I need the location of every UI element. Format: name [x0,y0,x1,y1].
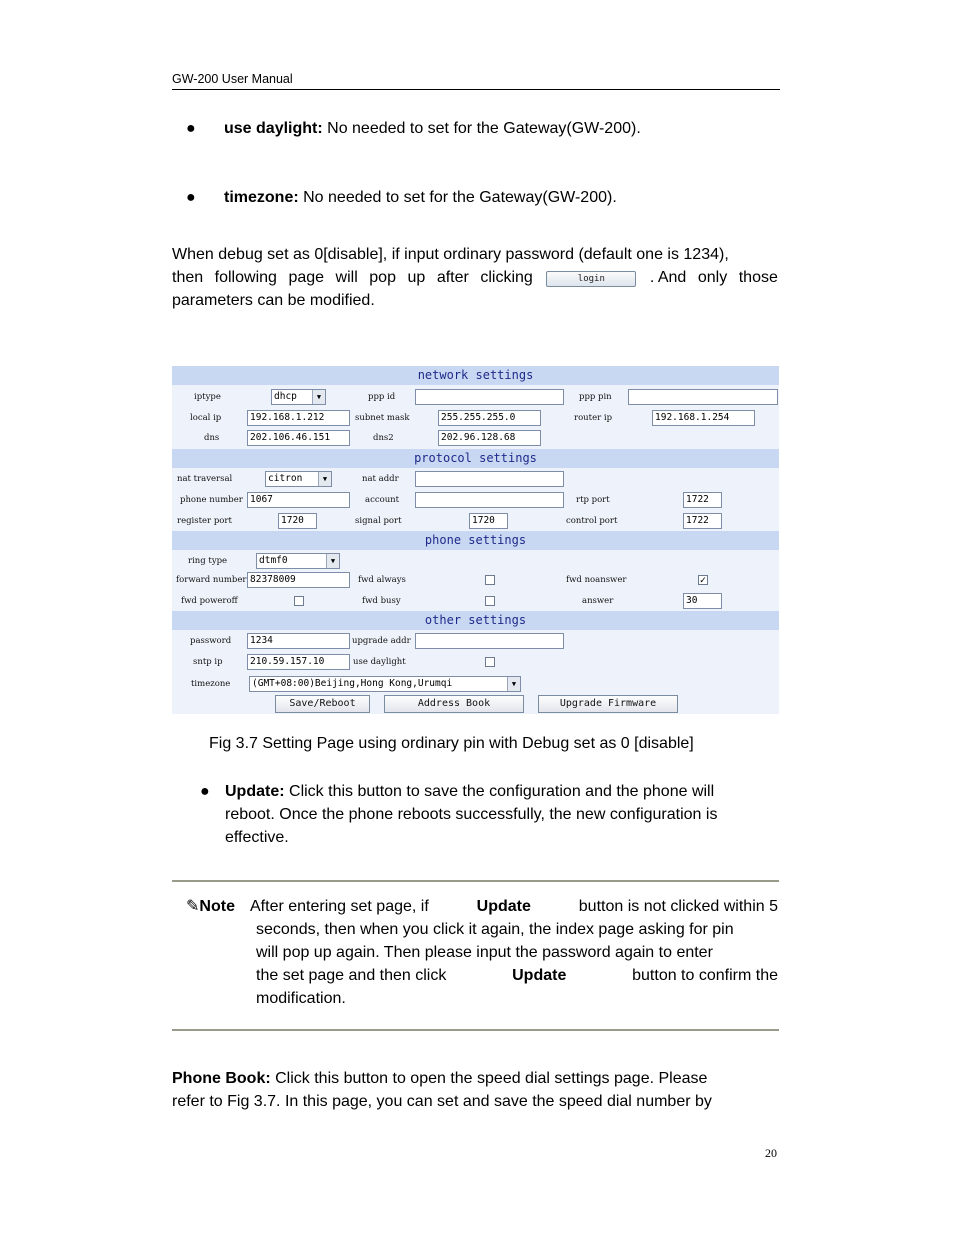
signal-port-input[interactable]: 1720 [469,513,508,529]
note-bottom-rule [172,1029,779,1031]
label-ppp-id: ppp id [368,392,396,402]
label-router-ip: router ip [574,413,613,423]
ppp-pin-input[interactable] [628,389,778,405]
use-daylight-checkbox[interactable] [485,657,495,667]
phonebook-line-2: refer to Fig 3.7. In this page, you can set and save the speed dial number by [172,1093,712,1110]
bullet-use-daylight [186,118,641,140]
note-line-3: will pop up again. Then please input the password again to enter [256,944,713,961]
intro-word-up: up [407,269,426,286]
header-rule [172,89,780,90]
note-line-5: modification. [256,990,346,1007]
sntp-ip-input[interactable]: 210.59.157.10 [247,654,350,670]
intro-line-3: parameters can be modified. [172,292,375,309]
chevron-down-icon: ▼ [326,554,339,568]
note-line-1 [250,895,778,918]
chevron-down-icon: ▼ [507,677,520,691]
label-phone-number: phone number [180,495,243,505]
phonebook-line-1 [172,1067,778,1090]
note-l1c: button is not clicked within 5 [578,898,778,915]
nat-traversal-select[interactable] [265,471,332,487]
save-reboot-button[interactable]: Save/Reboot [275,695,370,713]
page-number: 20 [765,1146,777,1160]
label-nat-traversal: nat traversal [177,474,233,484]
label-sntp-ip: sntp ip [193,657,223,667]
local-ip-input[interactable]: 192.168.1.212 [247,410,350,426]
label-iptype: iptype [194,392,221,402]
label-signal-port: signal port [355,516,402,526]
intro-word-those: those [738,269,778,286]
intro-word-after: after [436,269,469,286]
figure-caption: Fig 3.7 Setting Page using ordinary pin with Debug set as 0 [disable] [209,735,694,752]
ppp-id-input[interactable] [415,389,564,405]
fwd-poweroff-checkbox[interactable] [294,596,304,606]
bullet-update-dot: ● [200,783,210,800]
dns-input[interactable]: 202.106.46.151 [247,430,350,446]
label-fwd-noanswer: fwd noanswer [566,575,627,585]
bullet-term: use daylight: [224,120,323,137]
phonebook-text: Click this button to open the speed dial settings page. Please [270,1070,708,1087]
label-dns2: dns2 [373,433,394,443]
timezone-select[interactable] [249,676,521,692]
label-use-daylight: use daylight [353,657,406,667]
label-forward-number: forward number [176,575,247,585]
update-line-1 [225,780,778,803]
fwd-always-checkbox[interactable] [485,575,495,585]
intro-word-page: page [288,269,325,286]
label-password: password [190,636,232,646]
intro-word-pop: pop [369,269,396,286]
intro-line-1: When debug set as 0[disable], if input ordinary password (default one is 1234), [172,246,729,263]
dns2-input[interactable]: 202.96.128.68 [438,430,541,446]
label-ppp-pin: ppp pin [579,392,612,402]
iptype-value: dhcp [274,391,297,402]
label-rtp-port: rtp port [576,495,610,505]
settings-form [172,366,779,714]
bullet-dot: ● [186,189,196,206]
forward-number-input[interactable]: 82378009 [247,572,350,588]
label-register-port: register port [177,516,232,526]
update-line-3: effective. [225,829,289,846]
label-ring-type: ring type [188,556,228,566]
intro-word-clicking: clicking [480,269,533,286]
phonebook-term: Phone Book: [172,1070,271,1087]
chevron-down-icon: ▼ [312,390,325,404]
bullet-term: timezone: [224,189,299,206]
note-l1a: After entering set page, if [250,898,429,915]
section-other-settings: other settings [172,611,779,630]
nat-traversal-value: citron [268,473,303,484]
note-l4b: Update [512,967,567,984]
label-fwd-busy: fwd busy [362,596,401,606]
note-line-4 [256,964,778,987]
pencil-icon: ✎ [186,898,200,915]
bullet-text: No needed to set for the Gateway(GW-200). [322,120,641,137]
upgrade-firmware-button[interactable]: Upgrade Firmware [538,695,678,713]
control-port-input[interactable]: 1722 [683,513,722,529]
note-heading [186,896,235,916]
chevron-down-icon: ▼ [318,472,331,486]
router-ip-input[interactable]: 192.168.1.254 [652,410,755,426]
update-line-2: reboot. Once the phone reboots successfully, the new configuration is [225,806,718,823]
label-dns: dns [204,433,220,443]
ring-type-select[interactable] [256,553,340,569]
password-input[interactable]: 1234 [247,633,350,649]
label-timezone: timezone [191,679,231,689]
bullet-text: No needed to set for the Gateway(GW-200). [298,189,617,206]
login-button[interactable]: login [546,271,636,287]
label-nat-addr: nat addr [362,474,399,484]
note-line-2: seconds, then when you click it again, the index page asking for pin [256,921,734,938]
note-top-rule [172,880,779,882]
note-label: Note [199,898,235,915]
label-control-port: control port [566,516,618,526]
update-text: Click this button to save the configuration and the phone will [284,783,715,800]
fwd-busy-checkbox[interactable] [485,596,495,606]
fwd-noanswer-checkbox[interactable]: ✓ [699,575,707,585]
phone-number-input[interactable]: 1067 [247,492,350,508]
rtp-port-input[interactable]: 1722 [683,492,722,508]
note-l4c: button to confirm the [632,967,778,984]
nat-addr-input[interactable] [415,471,564,487]
section-network-settings: network settings [172,366,779,385]
section-phone-settings: phone settings [172,531,779,550]
register-port-input[interactable]: 1720 [278,513,317,529]
intro-word-then: then [172,269,204,286]
label-account: account [365,495,400,505]
timezone-value: (GMT+08:00)Beijing,Hong Kong,Urumqi [252,678,453,689]
label-subnet-mask: subnet mask [355,413,410,423]
answer-input[interactable]: 30 [683,593,722,609]
ring-type-value: dtmf0 [259,555,288,566]
intro-word-only: only [697,269,728,286]
address-book-button[interactable]: Address Book [384,695,524,713]
iptype-select[interactable] [271,389,326,405]
label-upgrade-addr: upgrade addr [352,636,411,646]
bullet-timezone [186,187,617,209]
running-header: GW-200 User Manual [172,72,293,86]
note-l4a: the set page and then click [256,967,447,984]
intro-login [544,266,638,289]
upgrade-addr-input[interactable] [415,633,564,649]
bullet-dot: ● [186,120,196,137]
label-fwd-poweroff: fwd poweroff [181,596,238,606]
section-protocol-settings: protocol settings [172,449,779,468]
intro-line-2 [172,266,778,289]
intro-word-will: will [335,269,358,286]
subnet-mask-input[interactable]: 255.255.255.0 [438,410,541,426]
account-input[interactable] [415,492,564,508]
note-l1b: Update [476,898,531,915]
intro-word-and: . And [649,269,687,286]
update-term: Update: [225,783,285,800]
label-fwd-always: fwd always [358,575,406,585]
label-local-ip: local ip [190,413,222,423]
intro-word-following: following [214,269,277,286]
label-answer: answer [582,596,614,606]
